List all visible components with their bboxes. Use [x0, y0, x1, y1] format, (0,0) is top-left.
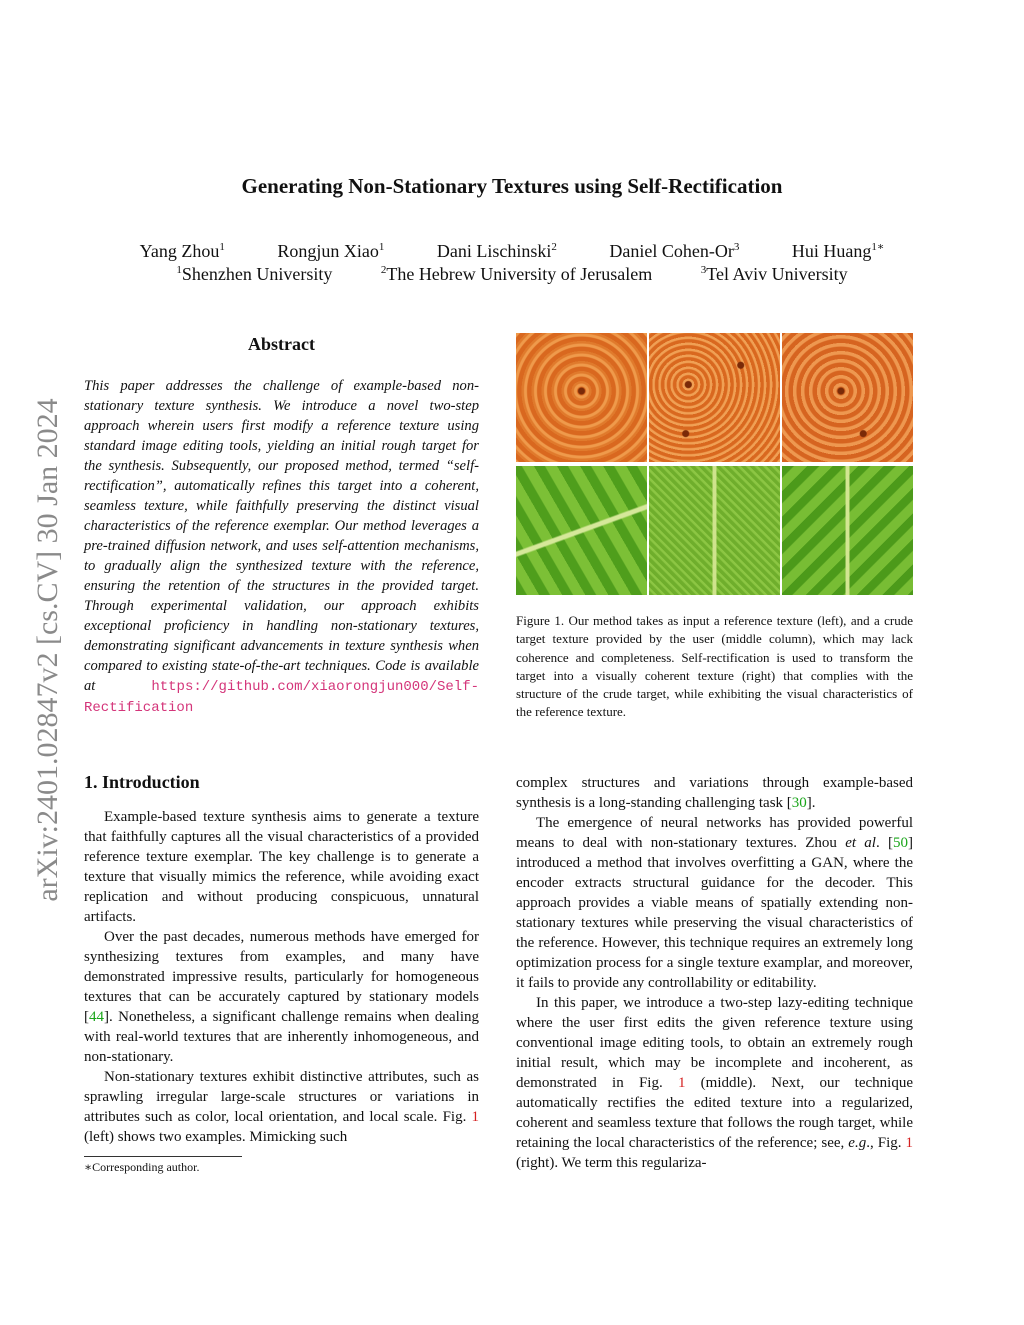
- leaf-result-image: [782, 466, 913, 595]
- affiliation-1: $^1$Shenzhen University: [176, 264, 333, 284]
- leaf-target-image: [649, 466, 780, 595]
- intro-paragraph-2: Over the past decades, numerous methods have emerged for synthesizing textures from examples, and many have demonstrated impressive results, particularly for homogeneous textures that can be accurately captured by stationary models [44]. Nonetheless, a significant challenge remains when dealing with real-world textures that are inherently inhomogeneous, and non-stationary.: [84, 929, 479, 1065]
- intro-paragraph-4: The emergence of neural networks has provided powerful means to deal with non-stationary textures. Zhou et al. [50] introduced a method that involves overfitting a GAN, where the encoder extracts structural guidance for the decoder. This approach provides a viable means of spatially extending non-stationary textures while preserving the visual characteristics of the reference. However, this technique requires an extremely long optimization process for a single texture examplar, and moreover, it fails to provide any controllability or editability.: [516, 815, 913, 991]
- intro-paragraph-3: Non-stationary textures exhibit distinctive attributes, such as sprawling irregular large-scale structures or variations in attributes such as color, local orientation, and local scale. Fig. 1 (left) shows two examples. Mimicking such: [84, 1069, 479, 1145]
- wood-reference-image: [516, 333, 647, 462]
- figure-ref-link[interactable]: 1: [677, 1075, 686, 1091]
- code-link[interactable]: https://github.com/xiaorongjun000/Self-Rectification: [84, 679, 479, 716]
- footnote: ∗Corresponding author.: [84, 1160, 200, 1174]
- abstract-heading: Abstract: [248, 334, 315, 354]
- citation-link[interactable]: 50: [893, 835, 908, 851]
- abstract-text: This paper addresses the challenge of example-based non-stationary texture synthesis. We introduce a novel two-step approach wherein users first modify a reference texture using standard image editing tools, yielding an initial rough target for the synthesis. Subsequently, our proposed method, termed “self-rectification”, automatically refines this target into a coherent, seamless texture, while faithfully preserving the distinct visual characteristics of the reference exemplar. Our method leverages a pre-trained diffusion network, and uses self-attention mechanisms, to gradually align the synthesized texture with the reference, ensuring the retention of the structures in the provided target. Through experimental validation, our approach exhibits exceptional proficiency in handling non-stationary textures, demonstrating significant advancements in texture synthesis when compared to existing state-of-the-art techniques. Code is available at: [84, 378, 479, 694]
- abstract-body: [84, 376, 479, 718]
- affiliation-2: $^2$The Hebrew University of Jerusalem: [380, 264, 653, 284]
- affiliation-3: $^3$Tel Aviv University: [700, 264, 848, 284]
- intro-paragraph-3-cont: complex structures and variations through example-based synthesis is a long-standing challenging task [30].: [516, 775, 913, 811]
- figure-caption: Figure 1. Our method takes as input a reference texture (left), and a crude target texture provided by the user (middle column), which may lack coherence and completeness. Self-rectification is used to transform the target into a visually coherent texture (right) that complies with the structure of the crude target, while exhibiting the visual characteristics of the reference texture.: [516, 613, 913, 720]
- arxiv-sidebar: [28, 350, 68, 950]
- citation-link[interactable]: 44: [89, 1009, 104, 1025]
- author-1: Yang Zhou$^1$: [139, 241, 225, 261]
- author-list: [0, 240, 1024, 262]
- right-column: [516, 773, 913, 1173]
- wood-target-image: [649, 333, 780, 462]
- citation-link[interactable]: 30: [791, 795, 807, 811]
- left-column: [84, 807, 479, 1147]
- intro-paragraph-5: In this paper, we introduce a two-step lazy-editing technique where the user first edits the given reference texture using conventional image editing tools, to obtain an extremely rough initial result, which may be incomplete and incoherent, as demonstrated in Fig. 1 (middle). Next, our technique automatically rectifies the edited texture into a regularized, coherent and seamless texture that follows the rough target, while retaining the local characteristics of the reference; see, e.g., Fig. 1 (right). We term this regulariza-: [516, 995, 913, 1171]
- wood-result-image: [782, 333, 913, 462]
- author-2: Rongjun Xiao$^1$: [277, 241, 385, 261]
- paper-title: Generating Non-Stationary Textures using Self-Rectification: [241, 174, 783, 198]
- author-3: Dani Lischinski$^2$: [436, 241, 557, 261]
- arxiv-identifier: arXiv:2401.02847v2 [cs.CV] 30 Jan 2024: [31, 398, 64, 902]
- affiliation-list: [0, 264, 1024, 285]
- author-5: Hui Huang$^{1∗}$: [791, 241, 885, 261]
- leaf-reference-image: [516, 466, 647, 595]
- figure-ref-link[interactable]: 1: [471, 1109, 479, 1125]
- section-heading: 1. Introduction: [84, 772, 200, 792]
- footnote-rule: [84, 1156, 242, 1157]
- figure-ref-link[interactable]: 1: [905, 1135, 913, 1151]
- intro-paragraph-1: Example-based texture synthesis aims to generate a texture that faithfully captures all the visual characteristics of a provided reference texture exemplar. The key challenge is to generate a texture that visually mimics the reference, while avoiding exact replication and without producing conspicuous, unnatural artifacts.: [84, 809, 479, 925]
- figure-1: [516, 333, 913, 595]
- author-4: Daniel Cohen-Or$^3$: [609, 241, 740, 261]
